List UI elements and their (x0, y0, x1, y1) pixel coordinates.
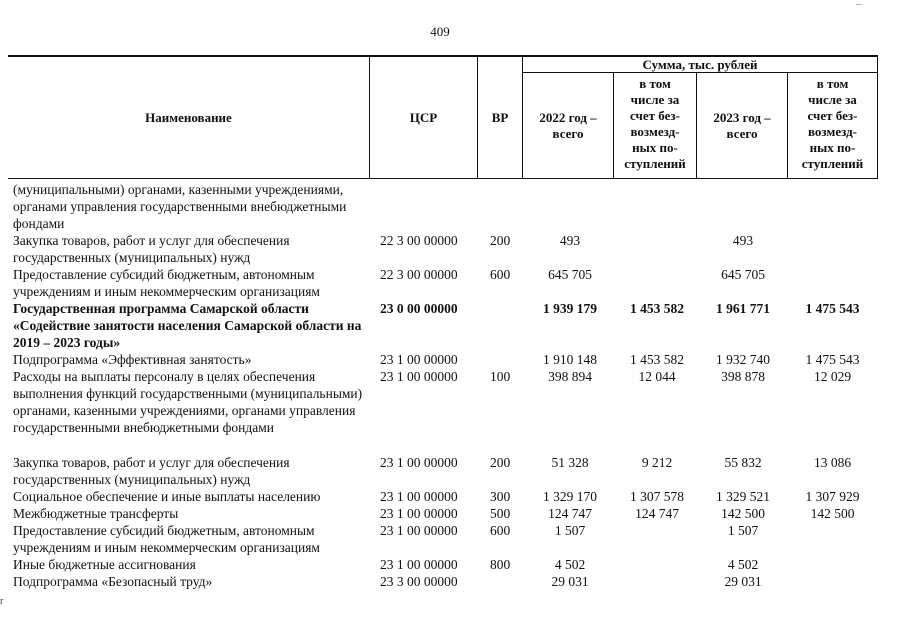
row-2023-total: 645 705 (721, 267, 765, 282)
row-2022-total: 398 894 (548, 369, 592, 384)
row-csr: 23 3 00 00000 (380, 574, 458, 589)
row-vr: 200 (490, 455, 511, 470)
header-sum-group: Сумма, тыс. рублей (642, 56, 758, 72)
row-name: Государственная программа Самарской области «Содействие занятости населения Самарской области на 2019 – 2023 годы» (13, 301, 362, 350)
row-2022-total: 1 329 170 (543, 489, 597, 504)
header-2023-free: в том числе за счет без- возмезд- ных по- ступлений (801, 76, 864, 171)
row-2023-total: 29 031 (724, 574, 762, 589)
row-name: (муниципальными) органами, казенными учреждениями, органами управления государственными внебюджетными фондами (13, 182, 347, 231)
header-2022-total: 2022 год – всего (539, 109, 597, 141)
row-vr: 200 (490, 233, 511, 248)
row-name: Закупка товаров, работ и услуг для обеспечения государственных (муниципальных) нужд (13, 233, 290, 265)
row-2022-free: 1 453 582 (630, 301, 684, 316)
row-2023-free: 12 029 (813, 369, 852, 384)
row-name: Подпрограмма «Безопасный труд» (13, 574, 213, 589)
row-2022-free: 12 044 (638, 369, 676, 384)
row-csr: 22 3 00 00000 (380, 233, 458, 248)
row-vr: 100 (490, 369, 511, 384)
row-2022-total: 51 328 (551, 455, 589, 470)
row-name: Предоставление субсидий бюджетным, автономным учреждениям и иным некоммерческим организациям (13, 267, 320, 299)
row-2023-free: 1 475 543 (805, 352, 860, 367)
row-2022-total: 1 939 179 (543, 301, 597, 316)
row-2023-total: 4 502 (727, 557, 759, 572)
row-name: Предоставление субсидий бюджетным, автономным учреждениям и иным некоммерческим организациям (13, 523, 320, 555)
row-2022-free: 1 453 582 (630, 352, 684, 367)
header-name: Наименование (145, 109, 232, 125)
row-csr: 23 1 00 00000 (380, 489, 458, 504)
row-2023-total: 1 961 771 (716, 301, 770, 316)
row-vr: 800 (490, 557, 511, 572)
row-2022-total: 29 031 (551, 574, 589, 589)
row-2023-total: 1 507 (727, 523, 759, 538)
row-2022-total: 645 705 (548, 267, 592, 282)
row-2023-free: 1 307 929 (805, 489, 860, 504)
row-csr: 23 1 00 00000 (380, 557, 458, 572)
row-2022-free: 9 212 (641, 455, 673, 470)
row-csr: 23 1 00 00000 (380, 455, 458, 470)
row-2022-total: 1 507 (554, 523, 586, 538)
row-vr: 600 (490, 523, 511, 538)
row-name: Подпрограмма «Эффективная занятость» (13, 352, 252, 367)
row-2022-free: 124 747 (635, 506, 679, 521)
row-name: Иные бюджетные ассигнования (13, 557, 196, 572)
row-csr: 23 0 00 00000 (380, 301, 458, 316)
header-2022-free: в том числе за счет без- возмезд- ных по- ступлений (624, 76, 686, 171)
corner-mark: – (856, 0, 862, 10)
row-csr: 23 1 00 00000 (380, 369, 458, 384)
row-vr: 600 (490, 267, 511, 282)
row-2023-total: 398 878 (721, 369, 765, 384)
row-csr: 23 1 00 00000 (380, 352, 458, 367)
row-2023-total: 142 500 (721, 506, 765, 521)
row-csr: 23 1 00 00000 (380, 506, 458, 521)
row-name: Социальное обеспечение и иные выплаты населению (13, 489, 321, 504)
margin-mark: r (0, 596, 4, 607)
row-2023-total: 1 932 740 (716, 352, 770, 367)
row-csr: 23 1 00 00000 (380, 523, 458, 538)
row-2023-free: 1 475 543 (805, 301, 860, 316)
row-2022-total: 1 910 148 (543, 352, 597, 367)
header-2023-total: 2023 год – всего (713, 109, 771, 141)
row-2023-free: 13 086 (813, 455, 852, 470)
row-vr: 500 (490, 506, 511, 521)
row-name: Закупка товаров, работ и услуг для обеспечения государственных (муниципальных) нужд (13, 455, 290, 487)
row-2023-total: 55 832 (724, 455, 762, 470)
row-csr: 22 3 00 00000 (380, 267, 458, 282)
row-2023-total: 493 (732, 233, 754, 248)
row-2023-free: 142 500 (810, 506, 855, 521)
row-name: Межбюджетные трансферты (13, 506, 179, 521)
row-2022-total: 493 (559, 233, 581, 248)
header-vr: ВР (491, 109, 509, 125)
row-2023-total: 1 329 521 (716, 489, 770, 504)
row-name: Расходы на выплаты персоналу в целях обеспечения выполнения функций государственными (муниципальными) органами, казенными учреждениями, органами управления государственными внебюджетными фондами (13, 369, 363, 435)
header-csr: ЦСР (409, 109, 438, 125)
row-2022-free: 1 307 578 (630, 489, 684, 504)
row-2022-total: 4 502 (554, 557, 586, 572)
row-2022-total: 124 747 (548, 506, 592, 521)
page-number: 409 (430, 24, 450, 39)
row-vr: 300 (490, 489, 511, 504)
